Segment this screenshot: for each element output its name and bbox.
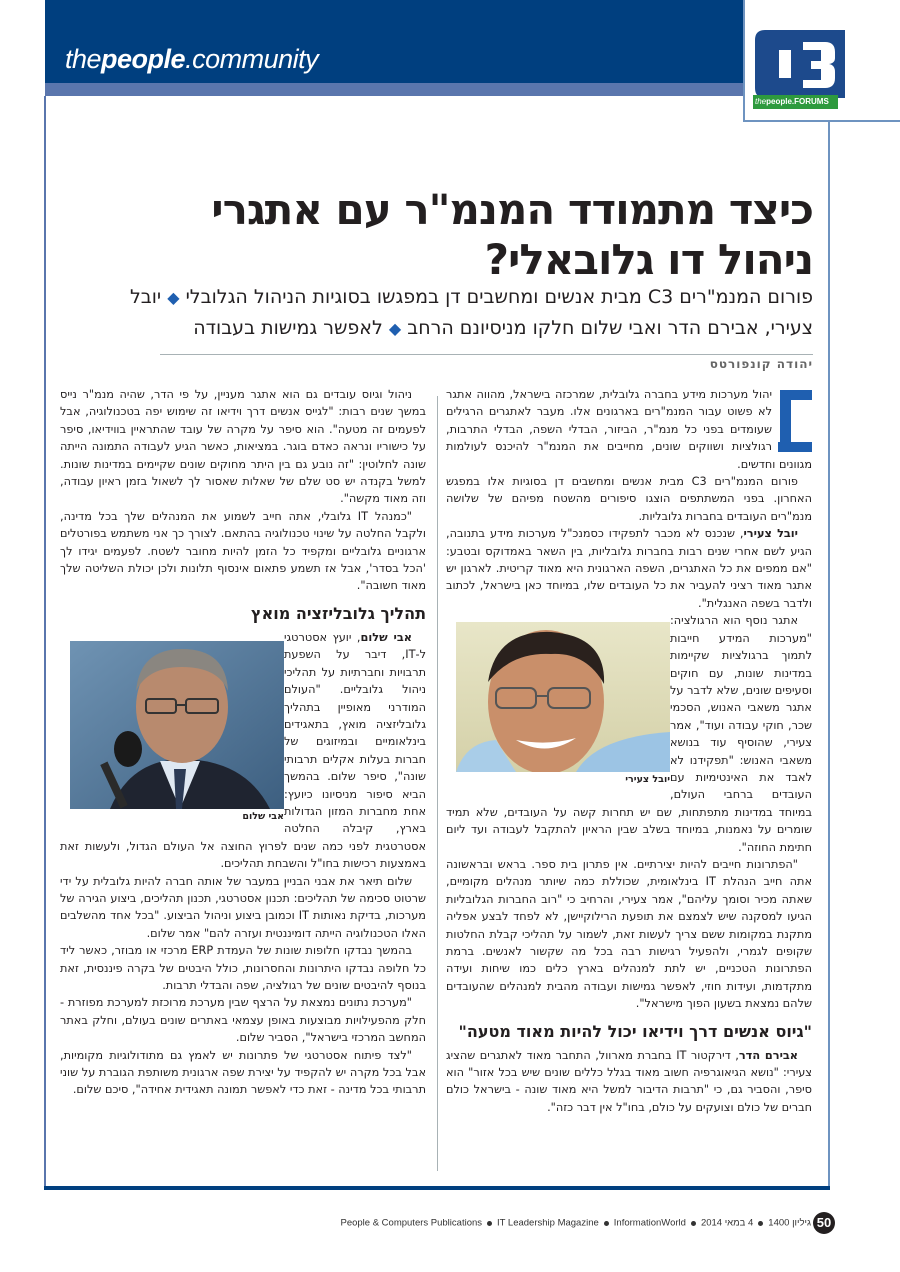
page-number: 50 [813, 1212, 835, 1234]
bullet-icon [487, 1221, 492, 1226]
footer-issue: גיליון 1400 [768, 1217, 811, 1229]
article-subtitle [113, 282, 813, 344]
paragraph-text: יהול מערכות מידע בחברה גלובלית, שמרכזה בישראל, מהווה אתגר לא פשוט עבור המנמ"רים בארגונים אלו. מעבר לאתגרים הרגילים שעומדים בפני כל מנמ"ר, הביזור, הבדלי השפה, הבדלי התרבות, רגולציות ושווקים שונים, מחייבים את המנמ"ר להיכנס לעולמות מגוונים וחדשים. [446, 388, 812, 471]
c3-logo-box [743, 0, 900, 122]
title-divider [160, 354, 813, 355]
paragraph [446, 525, 812, 612]
frame-left-border [44, 96, 46, 1189]
forums-the: the [755, 97, 767, 106]
paragraph: ניהול וגיוס עובדים גם הוא אתגר מעניין, על פי הדר, שהיה מנמ"ר נייס במשך שנים רבות: "לגייס אנשים דרך וידיאו זה שימוש יפה בטכנולוגיה, אבל לפעמים זה מטעה". הוא סיפר על מקרה של עובד שהתראיין בווידיאו, סיפר על כישוריו ונראה כאדם בוגר. במציאות, כאשר הגיע לעבודה התמונה הייתה שונה לחלוטין: "זה נובע גם בין היתר מחוקים שונים שקיימים במדינות שונות. למשל בקנדה יש סט שלם של שאלות שאסור לך לשאול בזמן ראיון עבודה, וזה מאוד מקשה". [60, 388, 426, 506]
article-column-left [60, 386, 426, 1099]
footer-date: 4 במאי 2014 [700, 1217, 754, 1229]
paragraph: "מערכת נתונים נמצאת על הרצף שבין מערכת מרוכזת למערכת מפוזרת - חלק מהפעילויות מבוצעות באופן עצמאי באתרים שונים בעולם, וחלק באתר המחשב המרכזי בישראל", הסביר שלום. [60, 996, 426, 1045]
bullet-icon [691, 1221, 696, 1226]
brand-the: the [65, 44, 102, 74]
photo-caption: אבי שלום [242, 810, 284, 822]
paragraph: "הפתרונות חייבים להיות יצירתיים. אין פתרון בית ספר. בראש ובראשונה אתה חייב הנהלת IT בינלאומית, שכוללת כמה שיותר מנהלים מקומיים, שאתה מכיר וסומך עליהם", אמר צעירי, והרחיב כי "רוב החברות הגלובליות הגיעו למסקנה שיש לצמצם את תופעת הרילוקיישן, לא לפחד לבצע אפליה מתקנת במקומות ששם צריך לעשות זאת, לשמור על תהליכי קבלת החלטות שקופים לגמרי, ולהפעיל רגישות רבה בכל מה שקשור לאנשים. ברמת הפתרונות הטכניים, יש לתת למנהלים בארץ כלים כמו שיחות ועידה מתקדמות, ועידות חוזי, לאפשר גמישות ועבודה מהבית למנהלים שהעובדים שלהם נמצאת בשעון הפוך מישראל". [446, 857, 812, 1011]
paragraph-text: , דירקטור IT בחברת מארוול, התחבר מאוד לאתגרים שהציג צעירי: "נושא הגיאוגרפיה חשוב מאוד בגלל כללים שונים שיש בכל אזור" הוא סיפר, והסביר גם, כי "תרבות הדיבור למשל היא מאוד שונה - בישראל כולם חברים של כולם וצועקים על כולם, בחו"ל אין דבר כזה". [446, 1048, 812, 1114]
brand-logo [65, 44, 318, 75]
photo-yuval-tzeiri [456, 622, 670, 790]
diamond-bullet-icon: ◆ [167, 288, 180, 307]
speaker-name: יובל צעירי [743, 527, 798, 541]
paragraph: פורום המנמ"רים C3 מבית אנשים ומחשבים דן בסוגיות אלו במפגש האחרון. בפני המשתתפים הוצגו סיפורים מהשטח מפיהם של שלושה מנמ"רים העובדים בחברות גלובליות. [446, 475, 812, 523]
footer-publisher: People & Computers Publications [340, 1217, 483, 1229]
portrait-image [456, 622, 670, 772]
brand-community: .community [185, 44, 319, 74]
paragraph: "לצד פיתוח אסטרטגי של פתרונות יש לאמץ גם מתודולוגיות מקומיות, אבל בכל מקרה יש להקפיד על יצירת שפה ארגונית משותפת הגוברת על שוני תרבותי בכל מדינה - זאת כדי לאפשר תמונה תאגידית אחידה", סיכם שלום. [60, 1048, 426, 1097]
speaker-name: אבירם הדר [738, 1048, 799, 1062]
header-subband [45, 83, 743, 96]
paragraph [446, 386, 812, 473]
footer-infoworld: InformationWorld [613, 1217, 686, 1229]
c3-logo-icon [755, 30, 845, 98]
paragraph: בהמשך נבדקו חלופות שונות של העמדת ERP מרכזי או מבוזר, כאשר ליד כל חלופה נבדקו היתרונות והחסרונות, כולל היבטים של בקרה פיננסית, זאת בנוסף להיבטים שונים של רגולציה, שפה והבדלי תרבות. [60, 944, 426, 992]
subtitle-part-3: לאפשר גמישות בעבודה [193, 317, 383, 339]
subtitle-part-2: יובל צעירי, אבירם הדר ואבי שלום חלקו מניסיונם הרחב [129, 286, 813, 339]
portrait-image [70, 641, 284, 809]
forums-people: people [766, 97, 792, 106]
page-footer [340, 1212, 835, 1234]
forums-label: .FORUMS [791, 97, 829, 106]
paragraph [446, 1047, 812, 1117]
footer-magazine: IT Leadership Magazine [497, 1217, 599, 1229]
forums-badge [753, 95, 838, 109]
paragraph-text: , שנכנס לא מכבר לתפקידו כסמנכ"ל מערכות מידע בתנובה, הגיע לשם אחרי שנים רבות בחברות גלובליות, בין השאר באמדוקס ובטבע: "אם ממפים את כל האתגרים, השפה הארגונית היא מאוד קריטית. לארגון יש אתגר מאוד רציני להעביר את כל העובדים שלו, במיוחד כאן בישראל, לכתוב ולדבר בשפה האנגלית". [446, 527, 812, 610]
article-column-right [446, 386, 812, 1116]
paragraph: אתגר נוסף הוא הרגולציה: "מערכות המידע חייבות לתמוך ברגולציות שקיימות במדינות שונות, עם חוקים וסעיפים שונים, שלא לדבר על אתגר משאבי האנוש, הסכמי שכר, חוקי עבודה ועוד", אמר צעירי, שהוסיף עוד בנושא משאבי האנוש: "תפקידנו לא לאבד את האינטימיות עם העובדים ברחבי העולם, במיוחד במדינות מתפתחות, שם יש תחרות קשה על העובדים, שלא תמיד שומרים על נאמנות, במיוחד בשלב שבין הראיון להתקבל לעבודה ועד ליום חתימת החוזה". [446, 614, 812, 854]
paragraph: "כמנהל IT גלובלי, אתה חייב לשמוע את המנהלים שלך בכל מדינה, ולקבל החלטה על שינוי טכנולוגיה בהתאם. לצורך כך אני משתמש בפורטלים ארגוניים גלובליים ומקפיד כל הזמן להיות מחובר לשטח. לפעמים יגידו לך 'הכל בסדר', אבל אז תשמע פתאום אינסוף תלונות ולכן יכולת השליטה שלך מאוד חשובה". [60, 509, 426, 593]
article-title: כיצד מתמודד המנמ"ר עם אתגרי ניהול דו גלובאלי? [211, 185, 813, 284]
subtitle-part-1: פורום המנמ"רים C3 מבית אנשים ומחשבים דן במפגשו בסוגיות הניהול הגלובלי [185, 286, 813, 308]
column-divider [437, 396, 438, 1171]
section-heading: "גיוס אנשים דרך וידיאו יכול להיות מאוד מטעה" [458, 1021, 812, 1041]
frame-bottom-border [44, 1186, 830, 1190]
paragraph: שלום תיאר את אבני הבניין במעבר של אותה חברה להיות גלובלית על ידי שרטוט סכימה של תהליכים: תכנון אסטרטגי, תכנון תהליכים, ביצוע הגירה של מערכות, בדיקת נאותות IT וכמובן ביצוע וניהול הביצוע. "בכל אחד מהשלבים האלו הטכנולוגיה הייתה דומיננטית ועזרה להם" אמר שלום. [60, 874, 426, 940]
bullet-icon [604, 1221, 609, 1226]
diamond-bullet-icon: ◆ [388, 319, 402, 338]
paragraph-text: , יועץ אסטרטגי ל-IT, דיבר על השפעת תרבויות וחברתיות על תהליכי ניהול גלובליים. "העולם המודרני מאופיין בתהליך גלובליזציה מואץ, בתאגידים בינלאומיים ובמיזוגים של חברות בעלות אקלים תרבותי שונה", סיפר שלום. בהמשך הביא סיפור מניסיונו כיועץ: אחת מחברות המזון הגדולות בארץ, קיבלה החלטה אסטרטגית לפני כמה שנים לפרוץ החוצה אל העולם הגדול, ולעשות זאת באמצעות רכישות בחו"ל והשבחת תהליכים. [60, 630, 426, 871]
photo-caption: יובל צעירי [625, 774, 670, 786]
article-author: יהודה קונפורטס [709, 357, 813, 371]
bullet-icon [758, 1221, 763, 1226]
frame-right-border [828, 122, 830, 1189]
dropcap-letter [780, 390, 812, 452]
speaker-name: אבי שלום [360, 630, 412, 644]
brand-people: people [101, 44, 186, 74]
photo-avi-shalom [70, 641, 284, 827]
section-heading: תהליך גלובליזציה מואץ [250, 603, 426, 623]
